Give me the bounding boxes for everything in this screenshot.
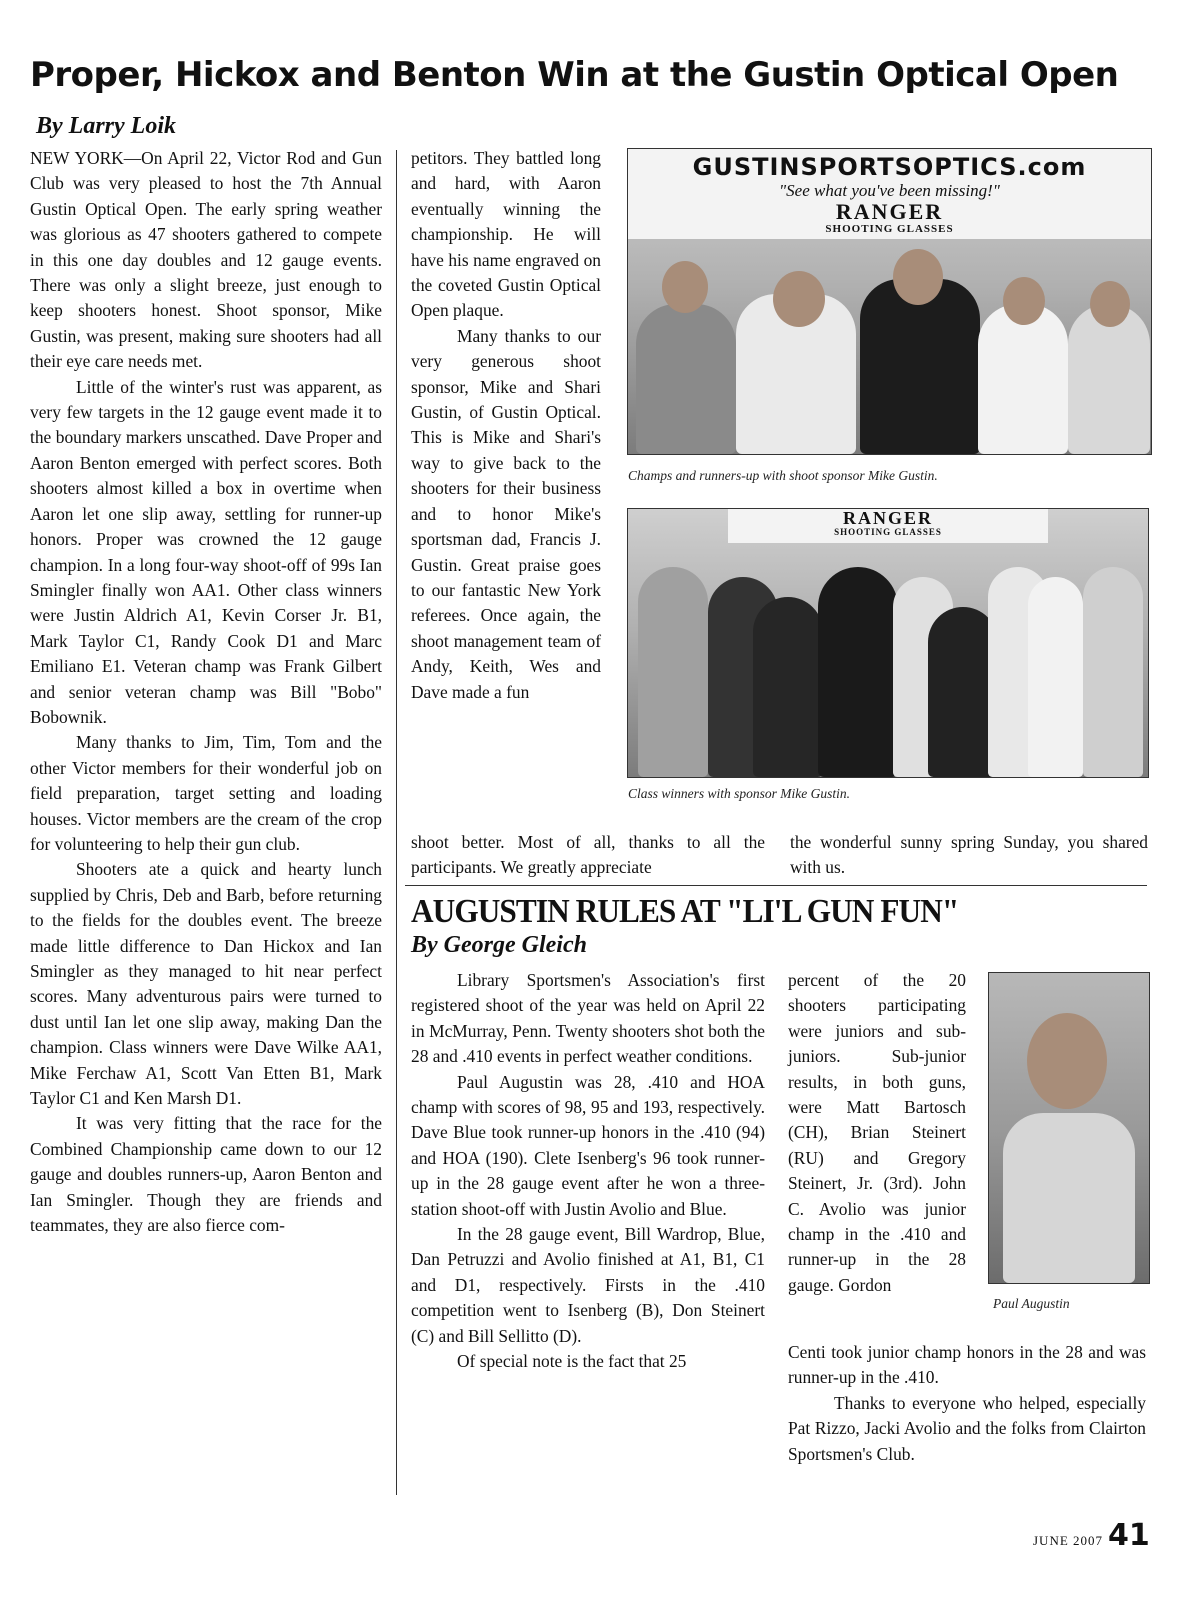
banner-brand: RANGER: [835, 199, 944, 224]
person: [818, 567, 898, 777]
paragraph: Centi took junior champ honors in the 28 and was runner-up in the .410.: [788, 1342, 1146, 1388]
article-byline: By George Gleich: [411, 932, 587, 958]
column-divider: [396, 150, 397, 1495]
article-column-1: [30, 146, 382, 1238]
person: [860, 279, 980, 454]
article-headline: AUGUSTIN RULES AT "LI'L GUN FUN": [411, 893, 959, 930]
person-head: [662, 261, 708, 313]
photo-class-winners: [627, 508, 1149, 778]
article2-column-1: [411, 968, 765, 1375]
person-head: [1003, 277, 1045, 325]
paragraph: the wonderful sunny spring Sunday, you shared with us.: [790, 832, 1148, 878]
photo-caption: Class winners with sponsor Mike Gustin.: [628, 786, 851, 801]
banner-brand: RANGER: [842, 508, 933, 528]
photo-champs-runners-up: [627, 148, 1152, 455]
person-head: [1027, 1013, 1107, 1109]
sponsor-banner: [728, 509, 1048, 543]
article2-column-2: [788, 968, 966, 1298]
paragraph: Many thanks to our very generous shoot sponsor, Mike and Shari Gustin, of Gustin Optical. This is Mike and Shari's way to give back to the shooters for their business and to honor Mike's sportsman dad, Francis J. Gustin. Great praise goes to our fantastic New York referees. Once again, the shoot management team of Andy, Keith, Wes and Dave made a fun: [411, 325, 601, 702]
paragraph: In the 28 gauge event, Bill Wardrop, Blue, Dan Petruzzi and Avolio finished at A1, B1, C1 and D1, respectively. Firsts in the .410 competition went to Isenberg (B), Don Steinert (C) and Bill Sellitto (D).: [411, 1224, 765, 1346]
article-continuation-left: [411, 830, 765, 881]
banner-product: SHOOTING GLASSES: [834, 527, 942, 537]
page-number: 41: [1108, 1518, 1150, 1553]
person: [1083, 567, 1143, 777]
paragraph: petitors. They battled long and hard, with Aaron eventually winning the championship. He will have his name engraved on the coveted Gustin Optical Open plaque.: [411, 148, 601, 321]
paragraph: Little of the winter's rust was apparent, as very few targets in the 12 gauge event made it to the boundary markers unscathed. Dave Proper and Aaron Benton emerged with perfect scores. Both shooters almost killed a box in overtime when Aaron let one slip away, settling for runner-up honors. Proper was crowned the 12 gauge champion. In a long four-way shoot-off of 99s Ian Smingler finally won AA1. Other class winners were Justin Aldrich A1, Kevin Corser Jr. B1, Mark Taylor C1, Randy Cook D1 and Marc Emiliano E1. Veteran champ was Frank Gilbert and senior veteran champ was Bill "Bobo" Bobownik.: [30, 376, 382, 727]
paragraph: Library Sportsmen's Association's first registered shoot of the year was held on April 22 in McMurray, Penn. Twenty shooters shot both the 28 and .410 events in perfect weather conditions.: [411, 970, 765, 1067]
paragraph: Of special note is the fact that 25: [457, 1351, 687, 1372]
person: [1028, 577, 1083, 777]
banner-website: GUSTINSPORTSOPTICS.com: [692, 153, 1087, 181]
sponsor-banner: [628, 149, 1151, 239]
banner-slogan: "See what you've been missing!": [779, 181, 1000, 200]
person-head: [1090, 281, 1130, 327]
article-byline: By Larry Loik: [36, 113, 176, 139]
article2-column-2-continued: [788, 1340, 1146, 1467]
person: [978, 304, 1068, 454]
article-continuation-right: [790, 830, 1148, 881]
person: [1003, 1113, 1135, 1283]
paragraph: Many thanks to Jim, Tim, Tom and the other Victor members for their wonderful job on field preparation, target setting and loading houses. Victor members are the cream of the crop for volunteering to help their gun club.: [30, 732, 382, 854]
photo-paul-augustin: [988, 972, 1150, 1284]
person: [636, 304, 736, 454]
paragraph: percent of the 20 shooters participating were juniors and sub-juniors. Sub-junior results, in both guns, were Matt Bartosch (CH), Brian Steinert (RU) and Gregory Steinert, Jr. (3rd). John C. Avolio was junior champ in the .410 and runner-up in the 28 gauge. Gordon: [788, 970, 966, 1295]
paragraph: It was very fitting that the race for the Combined Championship came down to our 12 gauge and doubles runners-up, Aaron Benton and Ian Smingler. Though they are friends and teammates, they are also fierce com-: [30, 1113, 382, 1236]
article-column-2: [411, 146, 601, 705]
article-headline: Proper, Hickox and Benton Win at the Gustin Optical Open: [30, 55, 1119, 95]
paragraph: Thanks to everyone who helped, especially Pat Rizzo, Jacki Avolio and the folks from Clairton Sportsmen's Club.: [788, 1392, 1146, 1464]
photo-caption: Paul Augustin: [993, 1296, 1070, 1311]
person: [753, 597, 823, 777]
paragraph: shoot better. Most of all, thanks to all the participants. We greatly appreciate: [411, 832, 765, 878]
section-divider: [405, 885, 1147, 886]
banner-product: SHOOTING GLASSES: [825, 223, 954, 235]
paragraph: NEW YORK—On April 22, Victor Rod and Gun Club was very pleased to host the 7th Annual Gustin Optical Open. The early spring weather was glorious as 47 shooters gathered to compete in this one day doubles and 12 gauge events. There was only a slight breeze, just enough to keep shooters honest. Shoot sponsor, Mike Gustin, was present, making sure shooters had all their eye care needs met.: [30, 148, 382, 372]
person-head: [773, 271, 825, 327]
person-head: [893, 249, 943, 305]
photo-caption: Champs and runners-up with shoot sponsor Mike Gustin.: [628, 468, 938, 483]
paragraph: Paul Augustin was 28, .410 and HOA champ with scores of 98, 95 and 193, respectively. Dave Blue took runner-up honors in the .410 (94) and HOA (190). Clete Isenberg's 96 took runner-up in the 28 gauge event after he won a three-station shoot-off with Justin Avolio and Blue.: [411, 1071, 765, 1219]
person: [638, 567, 708, 777]
issue-date: JUNE 2007: [1033, 1533, 1104, 1548]
paragraph: Shooters ate a quick and hearty lunch supplied by Chris, Deb and Barb, before returning to the fields for the doubles event. The breeze made little difference to Dan Hickox and Ian Smingler as they managed to hit near perfect scores. Many adventurous pairs were turned to dust until Ian let one slip away, making Dan the champion. Class winners were Dave Wilke AA1, Mike Ferchaw A1, Scott Van Etten B1, Mark Taylor C1 and Ken Marsh D1.: [30, 859, 382, 1109]
